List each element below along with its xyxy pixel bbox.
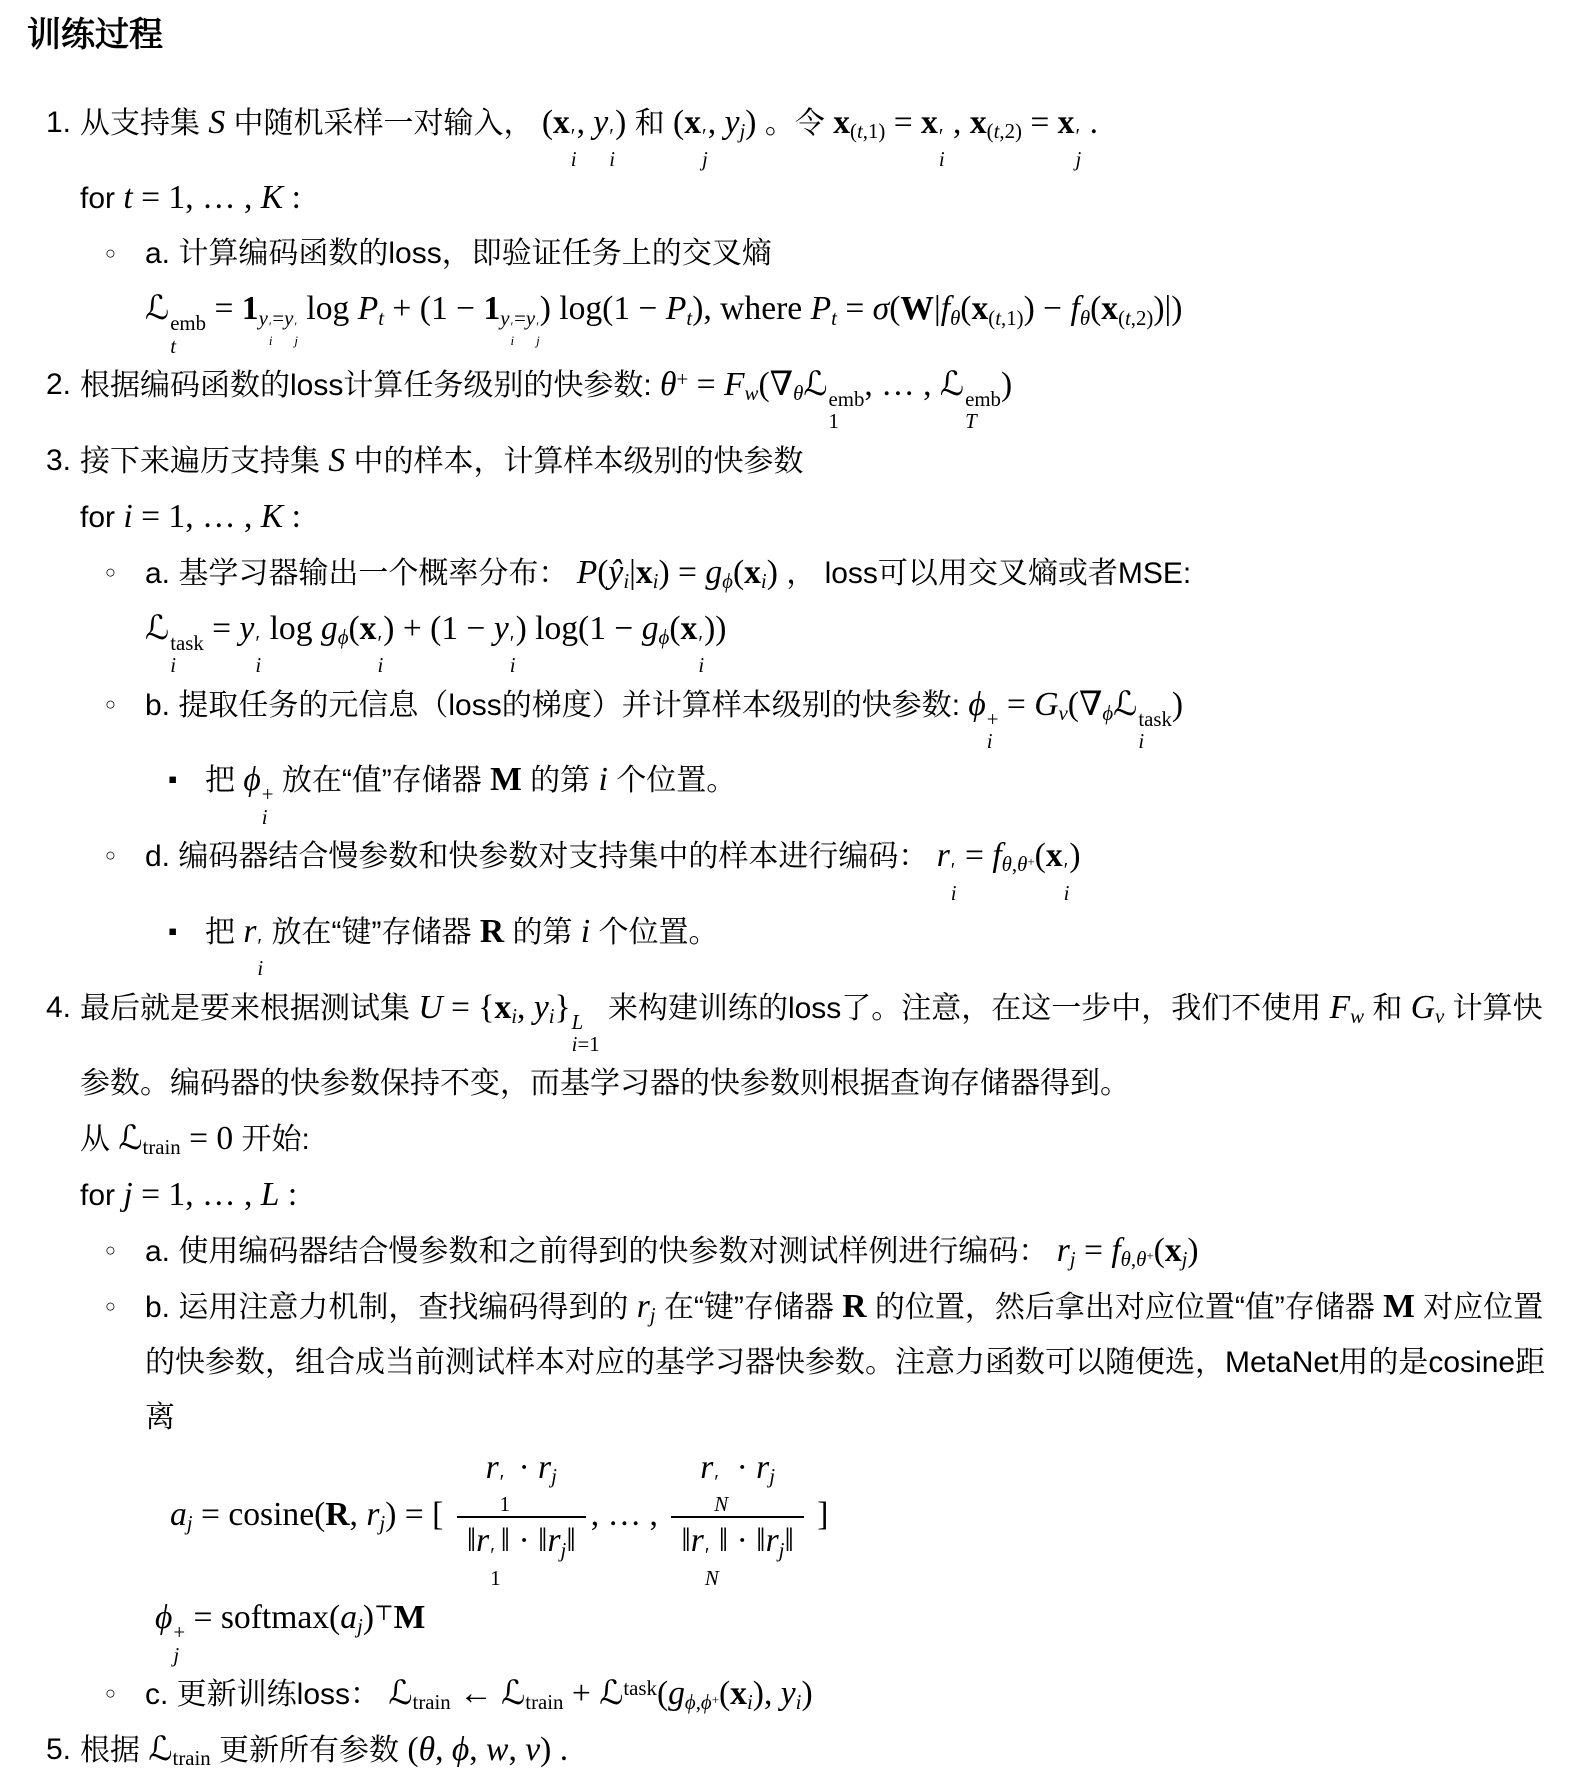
paragraph-store-value: 把 ϕ + i 放在“值”存储器 M 的第 i 个位置。 — [205, 761, 737, 829]
sub-item-body — [145, 545, 1554, 677]
paragraph-task-fast-params: 根据编码函数的loss计算任务级别的快参数: θ+ = Fw(∇θℒ emb 1 , … , ℒ emb T ) — [80, 366, 1013, 434]
paragraph-encode-support: d. 编码器结合慢参数和快参数对支持集中的样本进行编码： r ′ i = fθ,θ+(x ′ i ) — [145, 837, 1081, 905]
sub-item-body — [145, 226, 1554, 357]
ordered-list — [46, 95, 1554, 1779]
item-body — [80, 1722, 1554, 1778]
bullet-circle-icon: ○ — [105, 845, 116, 866]
item-body — [80, 357, 1554, 433]
sub-sub-item-key-memory — [168, 904, 1554, 980]
for-loop-t: for t = 1, … , K : — [80, 179, 301, 217]
item-number: 2. — [46, 368, 72, 402]
sub-sub-item-value-memory — [168, 752, 1554, 828]
sub-item-4c — [105, 1666, 1554, 1722]
item-body — [80, 95, 1554, 358]
list-item-3 — [46, 433, 1554, 980]
item-number: 1. — [46, 105, 72, 139]
formula-task-loss: ℒ task i = y ′ i log gϕ(x ′ i ) + (1 − y ′ i ) log(1 − gϕ(x ′ i )) — [145, 609, 727, 678]
for-loop-j: for j = 1, … , L : — [80, 1175, 298, 1213]
formula-emb-loss: ℒ emb t = 1y ′ i =y ′ j log Pt + (1 − 1y ′ i =y ′ j ) log(1 − Pt), where Pt = σ(W|fθ(x(t,1)) − fθ(x(t,2))|) — [145, 290, 1183, 358]
paragraph-encoder-loss: a. 计算编码函数的loss，即验证任务上的交叉熵 — [145, 237, 772, 271]
formula-cosine: aj = cosine(R, rj) = [ r ′ 1 · rj ‖r ′ 1 ‖ · ‖rj‖ , … , r ′ N · rj ‖r ′ N ‖ · ‖rj‖ ] — [170, 1448, 829, 1590]
sub-item-3a — [105, 545, 1554, 677]
paragraph-test-set: 最后就是要来根据测试集 U = {xi, yi} L i=1 来构建训练的loss了。注意，在这一步中，我们不使用 Fw 和 Gv 计算快参数。编码器的快参数保持不变，而基学习器的快参数则根据查询存储器得到。 — [80, 988, 1543, 1100]
item-number: 4. — [46, 990, 72, 1024]
paragraph-init-train-loss: 从 ℒtrain = 0 开始: — [80, 1119, 310, 1159]
sub-item-3b — [105, 677, 1554, 829]
sub-item-body — [145, 1666, 1554, 1722]
page-title: 训练过程 — [27, 16, 163, 54]
paragraph-store-key: 把 r ′ i 放在“键”存储器 R 的第 i 个位置。 — [205, 913, 719, 981]
sub-item-body — [145, 828, 1554, 980]
for-loop-i: for i = 1, … , K : — [80, 497, 301, 535]
paragraph-iterate-support: 接下来遍历支持集 S 中的样本，计算样本级别的快参数 — [80, 441, 804, 479]
sub-item-4a — [105, 1223, 1554, 1279]
paragraph-update-all-params: 根据 ℒtrain 更新所有参数 (θ, ϕ, w, v) . — [80, 1731, 569, 1771]
sub-item-body — [145, 677, 1554, 829]
list-item-1 — [46, 95, 1554, 358]
item-body — [80, 980, 1554, 1722]
paragraph-attention: b. 运用注意力机制，查找编码得到的 rj 在“键”存储器 R 的位置，然后拿出对应位置“值”存储器 M 对应位置的快参数，组合成当前测试样本对应的基学习器快参数。注意力函数可以随便选，MetaNet用的是cosine距离 — [145, 1287, 1546, 1434]
item-body — [80, 433, 1554, 980]
sub-item-1a — [105, 226, 1554, 357]
sub-item-body — [145, 1223, 1554, 1279]
sub-item-body — [205, 752, 1554, 828]
list-item-5 — [46, 1722, 1554, 1778]
paragraph-base-learner: a. 基学习器输出一个概率分布： P(ŷi|xi) = gϕ(xi) ， loss可以用交叉熵或者MSE: — [145, 553, 1192, 594]
bullet-circle-icon: ○ — [105, 1295, 116, 1316]
item-number: 3. — [46, 443, 72, 477]
paragraph-meta-info: b. 提取任务的元信息（loss的梯度）并计算样本级别的快参数: ϕ + i = Gv(∇ϕℒ task i ) — [145, 685, 1184, 753]
bullet-circle-icon: ○ — [105, 243, 116, 264]
bullet-circle-icon: ○ — [105, 1683, 116, 1704]
bullet-square-icon: ▪ — [168, 916, 178, 947]
paragraph-encode-test: a. 使用编码器结合慢参数和之前得到的快参数对测试样例进行编码： rj = fθ,θ+(xj) — [145, 1231, 1199, 1271]
paragraph-update-train-loss: c. 更新训练loss： ℒtrain ← ℒtrain + ℒtask(gϕ,ϕ+(xi), yi) — [145, 1675, 813, 1715]
sub-item-3d — [105, 828, 1554, 980]
bullet-square-icon: ▪ — [168, 764, 178, 795]
bullet-circle-icon: ○ — [105, 561, 116, 582]
sub-item-4b — [105, 1279, 1554, 1666]
sub-item-body — [145, 1279, 1554, 1666]
item-number: 5. — [46, 1733, 72, 1767]
list-item-4 — [46, 980, 1554, 1722]
paragraph-sample-pair: 从支持集 S 中随机采样一对输入， (x ′ i , y ′ i ) 和 (x ′ j , yj) 。令 x(t,1) = x ′ i , x(t,2) = x ′ j . — [80, 103, 1099, 171]
bullet-circle-icon: ○ — [105, 1239, 116, 1260]
formula-softmax: ϕ + j = softmax(aj)⊤M — [155, 1599, 426, 1667]
sub-item-body — [205, 904, 1554, 980]
bullet-circle-icon: ○ — [105, 693, 116, 714]
list-item-2 — [46, 357, 1554, 433]
